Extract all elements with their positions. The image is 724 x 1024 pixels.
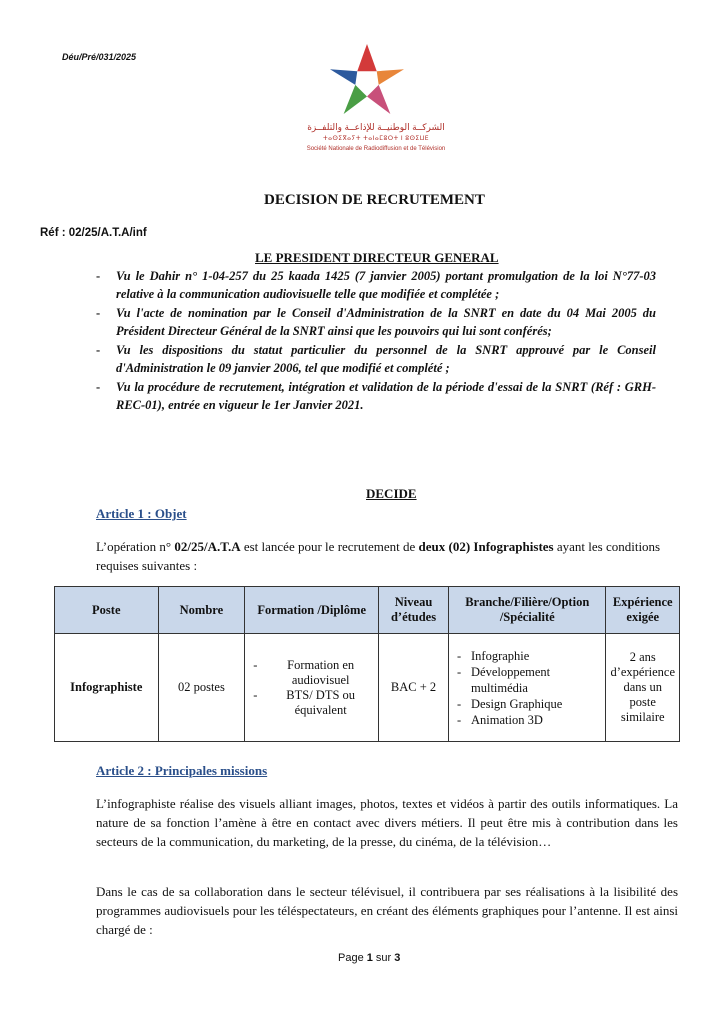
header-branche: Branche/Filière/Option /Spécialité	[449, 587, 606, 634]
logo-star-right	[377, 69, 404, 85]
article1-title: Article 1 : Objet	[96, 506, 187, 521]
header-formation: Formation /Diplôme	[245, 587, 379, 634]
formation-list	[249, 658, 374, 718]
logo-star-left	[330, 69, 357, 85]
logo-star-bottom-left	[344, 85, 367, 114]
article1-paragraph: L’opération n° 02/25/A.T.A est lancée pour le recrutement de deux (02) Infographistes ayant les conditions requises suivantes :	[96, 539, 661, 573]
cell-poste: Infographiste	[55, 634, 159, 742]
cell-nombre: 02 postes	[158, 634, 245, 742]
president-title: LE PRESIDENT DIRECTEUR GENERAL	[255, 250, 499, 265]
recruitment-table	[54, 586, 680, 742]
document-title: DECISION DE RECRUTEMENT	[264, 192, 485, 208]
page-number: Page 1 sur 3	[338, 952, 401, 964]
branche-list	[453, 648, 601, 728]
visas-list	[96, 268, 656, 416]
document-reference: Déu/Pré/031/2025	[62, 52, 137, 62]
article2-paragraph-2: Dans le cas de sa collaboration dans le secteur télévisuel, il contribuera par ses réalisations à la lisibilité des programmes audiovisuels pour les téléspectateurs, en créant des éléments graphiques pour l’antenne. Il est ainsi chargé de :	[96, 884, 678, 937]
branche-item: - Infographie	[471, 648, 601, 664]
header-experience: Expérience exigée	[606, 587, 680, 634]
org-name-arabic: الشركــة الوطنيــة للإذاعــة والتلفــزة	[307, 122, 445, 132]
org-name-french: Société Nationale de Radiodiffusion et de Télévision	[306, 146, 446, 152]
table-row	[55, 634, 680, 742]
snrt-star-logo	[328, 42, 406, 116]
cell-branche	[449, 634, 606, 742]
header-niveau: Niveau d’études	[379, 587, 449, 634]
article2-title: Article 2 : Principales missions	[96, 763, 268, 778]
visa-item: - Vu la procédure de recrutement, intégration et validation de la période d'essai de la SNRT (Réf : GRH-REC-01), entrée en vigueur le 1er Janvier 2021.	[96, 380, 656, 412]
table-header-row	[55, 587, 680, 634]
formation-item: - Formation en audiovisuel	[267, 658, 374, 688]
header-poste: Poste	[55, 587, 159, 634]
branche-item: - Développement multimédia	[471, 664, 601, 696]
decide-heading: DECIDE	[366, 486, 417, 501]
logo-star-top	[357, 44, 376, 71]
cell-experience: 2 ans d’expérience dans un poste similaire	[606, 634, 680, 742]
org-name-tifinagh: ⵜⴰⵙⵉⴳⴰⵢⵜ ⵜⴰⵏⴰⵎⵓⵔⵜ ⵏ ⵓⵙⵉⵡⴹ	[322, 136, 430, 142]
branche-item: - Animation 3D	[471, 712, 601, 728]
cell-formation	[245, 634, 379, 742]
header-nombre: Nombre	[158, 587, 245, 634]
visa-item: - Vu l'acte de nomination par le Conseil d'Administration de la SNRT en date du 04 Mai 2005 du Président Directeur Général de la SNRT ainsi que les pouvoirs qui lui sont conférés;	[96, 306, 656, 338]
article2-paragraph-1: L’infographiste réalise des visuels alliant images, photos, textes et vidéos à partir des outils informatiques. La nature de sa fonction l’amène à être en contact avec divers métiers. Il peut être mis à contribution dans les secteurs de la communication, du marketing, de la presse, du cinéma, de la télévision…	[96, 796, 678, 849]
cell-niveau: BAC + 2	[379, 634, 449, 742]
visa-item: - Vu le Dahir n° 1-04-257 du 25 kaada 1425 (7 janvier 2005) portant promulgation de la loi N°77-03 relative à la communication audiovisuelle telle que modifiée et complétée ;	[96, 269, 656, 301]
visa-item: - Vu les dispositions du statut particulier du personnel de la SNRT approuvé par le Conseil d'Administration le 09 janvier 2006, tel que modifié et complété ;	[96, 343, 656, 375]
formation-item: - BTS/ DTS ou équivalent	[267, 688, 374, 718]
branche-item: - Design Graphique	[471, 696, 601, 712]
logo-star-bottom-right	[367, 85, 390, 114]
reference-line: Réf : 02/25/A.T.A/inf	[40, 227, 147, 239]
